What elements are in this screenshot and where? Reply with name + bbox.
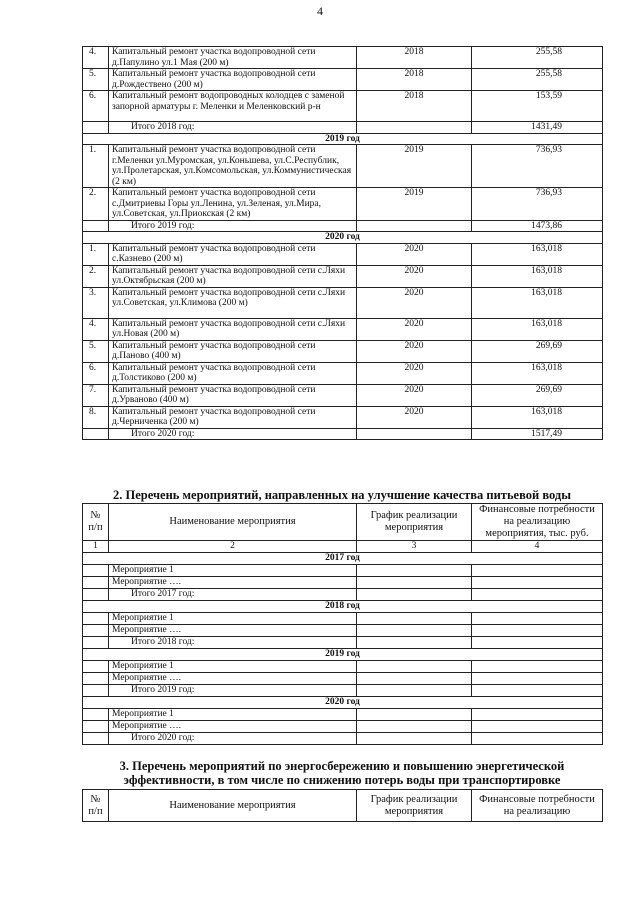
table-row [83,69,603,91]
empty-cell [83,565,109,577]
empty-cell [472,637,603,649]
row-number: 5. [83,69,109,91]
row-value: 269,69 [472,340,603,362]
row-name: Капитальный ремонт участка водопроводной сети г.Меленки ул.Муромская, ул.Коньшева, ул.С.Республик, ул.Пролетарская, ул.Комсомольская, ул.Коммунистическая (2 км) [109,145,357,188]
empty-cell [83,673,109,685]
empty-cell [472,577,603,589]
empty-cell [357,565,472,577]
year-header: 2017 год [83,553,603,565]
empty-cell [83,709,109,721]
empty-cell [83,577,109,589]
table-row [83,589,603,601]
row-year: 2018 [357,91,472,122]
table-row [83,637,603,649]
row-value: 736,93 [472,145,603,188]
row-year: 2018 [357,47,472,69]
table-row [83,577,603,589]
row-name: Капитальный ремонт участка водопроводной сети д.Черниченка (200 м) [109,406,357,428]
row-value: 163,018 [472,243,603,265]
table-row [83,122,603,134]
table-row [83,428,603,440]
section-3-title-line2: эффективности, в том числе по снижению потерь воды при транспортировке [123,773,561,787]
row-name: Капитальный ремонт участка водопроводной сети с.Дмитриевы Горы ул.Ленина, ул.Зеленая, ул.Мира, ул.Советская, ул.Приокская (2 км) [109,188,357,221]
table-row [83,133,603,145]
total-label: Итого 2018 год: [109,637,357,649]
total-label: Итого 2019 год: [109,220,357,232]
row-number: 2. [83,188,109,221]
table-row [83,384,603,406]
empty-cell [83,220,109,232]
row-number: 4. [83,318,109,340]
row-number: 1. [83,145,109,188]
row-number: 6. [83,362,109,384]
row-year: 2020 [357,243,472,265]
table-row [83,721,603,733]
row-name: Мероприятие 1 [109,565,357,577]
table-row [83,625,603,637]
empty-cell [83,637,109,649]
row-value: 163,018 [472,318,603,340]
empty-cell [472,565,603,577]
empty-cell [83,661,109,673]
table-row [83,47,603,69]
row-number: 4. [83,47,109,69]
empty-cell [83,613,109,625]
empty-cell [357,589,472,601]
header-schedule: График реализации мероприятия [357,790,472,822]
empty-cell [83,122,109,134]
empty-cell [357,673,472,685]
row-name: Капитальный ремонт участка водопроводной сети д.Толстиково (200 м) [109,362,357,384]
row-name: Капитальный ремонт участка водопроводной сети с.Казнево (200 м) [109,243,357,265]
row-value: 163,018 [472,265,603,287]
empty-cell [357,661,472,673]
row-name: Капитальный ремонт участка водопроводной сети с.Ляхи ул.Советская, ул.Климова (200 м) [109,287,357,318]
row-name: Капитальный ремонт участка водопроводной сети д.Папулино ул.1 Мая (200 м) [109,47,357,69]
index-cell: 4 [472,541,603,553]
row-name: Капитальный ремонт участка водопроводной сети д.Урваново (400 м) [109,384,357,406]
row-name: Мероприятие 1 [109,613,357,625]
table-row [83,673,603,685]
row-name: Мероприятие 1 [109,709,357,721]
table-row [83,685,603,697]
empty-cell [472,685,603,697]
table-row [83,697,603,709]
empty-cell [357,721,472,733]
year-header: 2020 год [83,232,603,244]
total-label: Итого 2017 год: [109,589,357,601]
table-row [83,709,603,721]
total-label: Итого 2019 год: [109,685,357,697]
empty-cell [83,685,109,697]
row-name: Капитальный ремонт участка водопроводной сети с.Ляхи ул.Октябрьская (200 м) [109,265,357,287]
row-number: 2. [83,265,109,287]
empty-cell [357,685,472,697]
year-header: 2018 год [83,601,603,613]
row-year: 2020 [357,318,472,340]
table-row [83,318,603,340]
header-finance: Финансовые потребности на реализацию мероприятия, тыс. руб. [472,504,603,541]
row-year: 2020 [357,340,472,362]
row-value: 255,58 [472,47,603,69]
empty-cell [472,613,603,625]
row-number: 8. [83,406,109,428]
row-name: Капитальный ремонт участка водопроводной сети д.Паново (400 м) [109,340,357,362]
year-header: 2019 год [83,649,603,661]
row-number: 1. [83,243,109,265]
table-row [83,340,603,362]
table-row [83,733,603,745]
table-row [83,553,603,565]
row-number: 6. [83,91,109,122]
empty-cell [472,673,603,685]
empty-cell [472,721,603,733]
empty-cell [357,122,472,134]
row-name: Капитальный ремонт участка водопроводной сети с.Ляхи ул.Новая (200 м) [109,318,357,340]
row-year: 2019 [357,145,472,188]
row-name: Мероприятие …. [109,577,357,589]
row-number: 5. [83,340,109,362]
table-row [83,362,603,384]
empty-cell [472,625,603,637]
table-row [83,265,603,287]
empty-cell [357,577,472,589]
table-row [83,232,603,244]
empty-cell [83,428,109,440]
empty-cell [83,589,109,601]
row-name: Мероприятие 1 [109,661,357,673]
year-header: 2020 год [83,697,603,709]
row-year: 2018 [357,69,472,91]
table-row [83,188,603,221]
row-number: 7. [83,384,109,406]
table-row [83,145,603,188]
header-finance: Финансовые потребности на реализацию [472,790,603,822]
row-number: 3. [83,287,109,318]
empty-cell [357,220,472,232]
row-value: 163,018 [472,362,603,384]
capital-repair-table [82,46,603,440]
total-value: 1517,49 [472,428,603,440]
row-value: 736,93 [472,188,603,221]
index-cell: 2 [109,541,357,553]
total-label: Итого 2020 год: [109,428,357,440]
table-row [83,661,603,673]
year-header: 2019 год [83,133,603,145]
table-row [83,243,603,265]
header-schedule: График реализации мероприятия [357,504,472,541]
empty-cell [472,589,603,601]
index-cell: 1 [83,541,109,553]
header-name: Наименование мероприятия [109,790,357,822]
row-year: 2020 [357,384,472,406]
row-value: 163,018 [472,287,603,318]
section-2-title: 2. Перечень мероприятий, направленных на улучшение качества питьевой воды [113,488,571,502]
total-value: 1473,86 [472,220,603,232]
empty-cell [357,625,472,637]
empty-cell [83,625,109,637]
table-row [83,613,603,625]
row-name: Капитальный ремонт водопроводных колодцев с заменой запорной арматуры г. Меленки и Меленковский р-н [109,91,357,122]
row-year: 2020 [357,287,472,318]
row-value: 153,59 [472,91,603,122]
section-3-title-line1: 3. Перечень мероприятий по энергосбережению и повышению энергетической [119,759,565,773]
row-value: 269,69 [472,384,603,406]
table-row [83,287,603,318]
table-row [83,220,603,232]
empty-cell [357,637,472,649]
row-name: Мероприятие …. [109,721,357,733]
header-num: № п/п [83,504,109,541]
table-row [83,649,603,661]
total-label: Итого 2020 год: [109,733,357,745]
row-year: 2020 [357,265,472,287]
row-name: Капитальный ремонт участка водопроводной сети д.Рождествено (200 м) [109,69,357,91]
row-name: Мероприятие …. [109,673,357,685]
row-year: 2019 [357,188,472,221]
water-quality-table [82,503,603,745]
empty-cell [357,733,472,745]
empty-cell [472,661,603,673]
row-year: 2020 [357,406,472,428]
header-name: Наименование мероприятия [109,504,357,541]
page-number: 4 [317,4,323,18]
table-row [83,406,603,428]
row-year: 2020 [357,362,472,384]
empty-cell [357,709,472,721]
empty-cell [83,733,109,745]
table-row [83,565,603,577]
empty-cell [83,721,109,733]
empty-cell [472,733,603,745]
row-name: Мероприятие …. [109,625,357,637]
total-label: Итого 2018 год: [109,122,357,134]
index-cell: 3 [357,541,472,553]
table-row [83,601,603,613]
row-value: 255,58 [472,69,603,91]
empty-cell [472,709,603,721]
empty-cell [357,428,472,440]
table-row [83,91,603,122]
empty-cell [357,613,472,625]
row-value: 163,018 [472,406,603,428]
total-value: 1431,49 [472,122,603,134]
header-num: № п/п [83,790,109,822]
energy-saving-table [82,789,603,822]
